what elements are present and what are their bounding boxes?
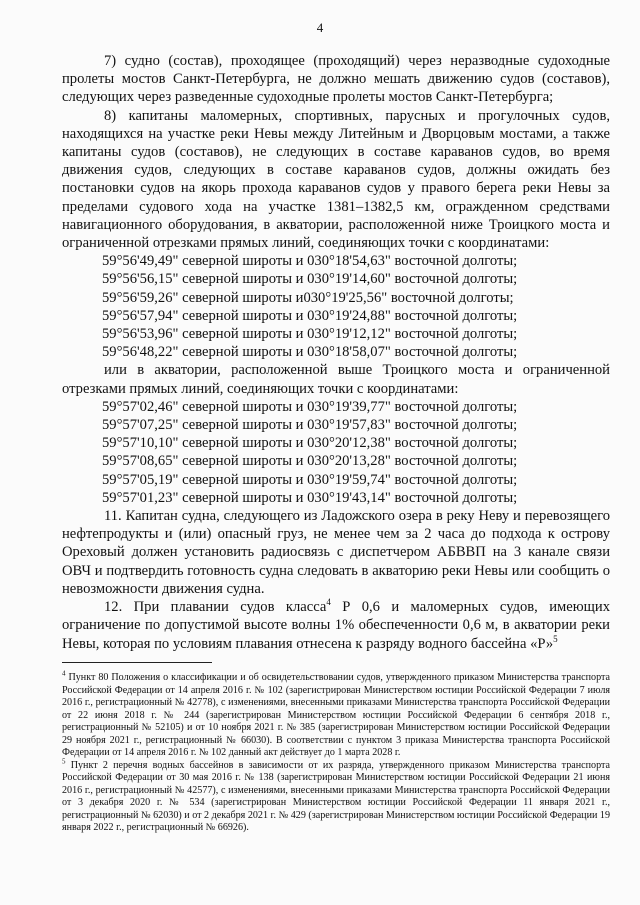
- paragraph-item-11: 11. Капитан судна, следующего из Ладожского озера в реку Неву и перевозящего нефтепродукты и (или) опасный груз, не менее чем за 2 часа до подхода к острову Ореховый должен установить радиосвязь с диспетчером АБВВП на 3 канале связи ОВЧ и подтвердить готовность судна следовать в акваторию реки Невы или сообщить о невозможности движения судна.: [62, 508, 610, 597]
- footnote-number: 5: [62, 757, 66, 766]
- coordinate-line: 59°56'53,96" северной широты и 030°19'12,12" восточной долготы;: [102, 326, 518, 343]
- coordinates-list-above-bridge: [62, 398, 610, 507]
- coordinate-line: 59°57'10,10" северной широты и 030°20'12,38" восточной долготы;: [102, 435, 518, 452]
- coordinate-line: 59°56'59,26" северной широты и030°19'25,56" восточной долготы;: [102, 289, 514, 306]
- coordinate-line: 59°57'01,23" северной широты и 030°19'43,14" восточной долготы;: [102, 489, 518, 506]
- paragraph-item-8: 8) капитаны маломерных, спортивных, парусных и прогулочных судов, находящихся на участке реки Невы между Литейным и Дворцовым мостами, а также капитаны судов (составов), не следующих в составе караванов судов, во время движения судов, следующих в составе караванов судов, должны ожидать без постановки судов на якорь прохода караванов судов у правого берега реки Невы за пределами судового хода на участке 1381–1382,5 км, огражденном средствами навигационного оборудования, в акватории, расположенной ниже Троицкого моста и ограниченной отрезками прямых линий, соединяющих точки с координатами:: [62, 107, 610, 252]
- footnote-5: [62, 757, 610, 835]
- footnote-ref-4[interactable]: 4: [326, 597, 331, 608]
- coordinate-line: 59°57'07,25" северной широты и 030°19'57,83" восточной долготы;: [102, 417, 518, 434]
- coordinate-line: 59°57'02,46" северной широты и 030°19'39,77" восточной долготы;: [102, 398, 518, 415]
- document-body: [62, 52, 610, 653]
- paragraph-item-7: 7) судно (состав), проходящее (проходящий) через неразводные судоходные пролеты мостов Санкт-Петербурга, не должно мешать движению судов (составов), следующих через разведенные судоходные пролеты мостов Санкт-Петербурга;: [62, 53, 610, 106]
- footnote-text: Пункт 2 перечня водных бассейнов в зависимости от их разряда, утвержденного приказом Министерства транспорта Российской Федерации от 30 мая 2016 г. № 138 (зарегистрирован Министерством юстиции Российской Федерации 21 июня 2016 г., регистрационный № 42577), с изменениями, внесенными приказами Министерства транспорта Российской Федерации от 3 декабря 2020 г. № 534 (зарегистрирован Министерством юстиции Российской Федерации 11 января 2021 г., регистрационный № 62030) и от 2 декабря 2021 г. № 429 (зарегистрирован Министерством юстиции Российской Федерации 19 января 2022 г., регистрационный № 66926).: [62, 759, 610, 833]
- footnotes: [62, 669, 610, 835]
- footnote-4: [62, 669, 610, 760]
- footnote-separator: [62, 662, 212, 663]
- coordinate-line: 59°57'05,19" северной широты и 030°19'59,74" восточной долготы;: [102, 471, 518, 488]
- coordinate-line: 59°56'48,22" северной широты и 030°18'58,07" восточной долготы;: [102, 344, 518, 361]
- item-12-text-start: 12. При плавании судов класса: [104, 599, 327, 616]
- item-12-text-rest: Р 0,6 и маломерных судов, имеющих ограничение по допустимой высоте волны 1% обеспеченности 0,6 м, в акватории реки Невы, которая по условиям плавания отнесена к разряду водного бассейна «Р»: [62, 599, 610, 652]
- footnote-number: 4: [62, 669, 66, 678]
- footnote-ref-5[interactable]: 5: [553, 633, 558, 644]
- page-number: 4: [316, 20, 324, 35]
- coordinates-list-below-bridge: [62, 252, 610, 361]
- paragraph-item-12: [62, 598, 610, 653]
- coordinate-line: 59°56'56,15" северной широты и 030°19'14,60" восточной долготы;: [102, 271, 518, 288]
- coordinate-line: 59°56'49,49" северной широты и 030°18'54,63" восточной долготы;: [102, 253, 518, 270]
- coordinate-line: 59°56'57,94" северной широты и 030°19'24,88" восточной долготы;: [102, 307, 518, 324]
- paragraph-above-bridge: или в акватории, расположенной выше Троицкого моста и ограниченной отрезками прямых линий, соединяющих точки с координатами:: [62, 362, 610, 397]
- coordinate-line: 59°57'08,65" северной широты и 030°20'13,28" восточной долготы;: [102, 453, 518, 470]
- footnote-text: Пункт 80 Положения о классификации и об освидетельствовании судов, утвержденного приказом Министерства транспорта Российской Федерации от 14 апреля 2016 г. № 102 (зарегистрирован Министерством юстиции Российской Федерации 7 июля 2016 г., регистрационный № 42778), с изменениями, внесенными приказами Министерства транспорта Российской Федерации от 22 июня 2018 г. № 244 (зарегистрирован Министерством юстиции Российской Федерации 6 сентября 2018 г., регистрационный № 52105) и от 10 ноября 2021 г. № 385 (зарегистрирован Министерством юстиции Российской Федерации 29 ноября 2021 г., регистрационный № 66030). В соответствии с пунктом 3 приказа Министерства транспорта Российской Федерации от 14 апреля 2016 г. № 102 данный акт действует до 1 марта 2028 г.: [62, 672, 610, 758]
